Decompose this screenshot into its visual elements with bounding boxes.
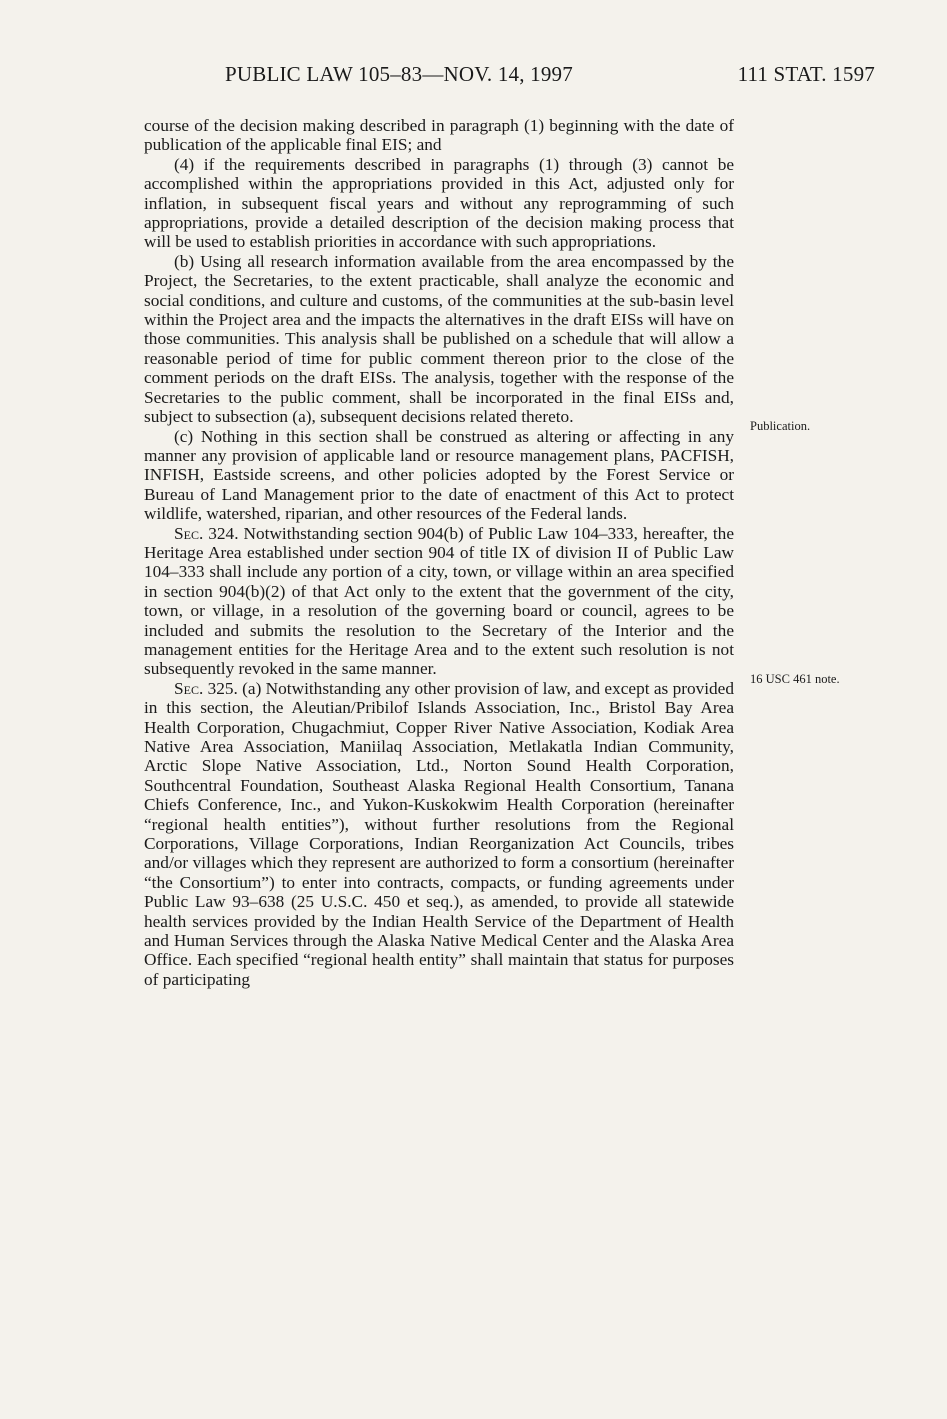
margin-note-usc: 16 USC 461 note. [750, 672, 840, 686]
paragraph-c: (c) Nothing in this section shall be construed as altering or affecting in any manner any provision of applicable land or resource management plans, PACFISH, INFISH, Eastside screens, and other policies adopted by the Forest Service or Bureau of Land Management prior to the date of enactment of this Act to protect wildlife, watershed, riparian, and other resources of the Federal lands. [144, 426, 734, 524]
section-324-label: Sec. 324. [174, 523, 239, 543]
header-law-title: PUBLIC LAW 105–83—NOV. 14, 1997 [225, 62, 573, 86]
paragraph-continuation: course of the decision making described in paragraph (1) beginning with the date of publication of the applicable final EIS; and [144, 116, 734, 155]
margin-note-publication: Publication. [750, 419, 811, 433]
section-324-text: Notwithstanding section 904(b) of Public Law 104–333, hereafter, the Heritage Area established under section 904 of title IX of division II of Public Law 104–333 shall include any portion of a city, town, or village within an area specified in section 904(b)(2) of that Act only to the extent that the government of the city, town, or village, in a resolution of the governing board or council, agrees to be included and submits the resolution to the Secretary of the Interior and the management entities for the Heritage Area and to the extent such resolution is not subsequently revoked in the same manner. [144, 523, 734, 679]
page-body [144, 116, 734, 989]
paragraph-b: (b) Using all research information available from the area encompassed by the Project, the Secretaries, to the extent practicable, shall analyze the economic and social conditions, and culture and customs, of the communities at the sub-basin level within the Project area and the impacts the alternatives in the draft EISs will have on those communities. This analysis shall be published on a schedule that will allow a reasonable period of time for public comment thereon prior to the close of the comment periods on the draft EISs. The analysis, together with the response of the Secretaries to the public comment, shall be incorporated in the final EISs and, subject to subsection (a), subsequent decisions related thereto. [144, 251, 734, 427]
running-header [225, 62, 875, 90]
section-325 [144, 679, 734, 990]
section-325-text: (a) Notwithstanding any other provision of law, and except as provided in this section, the Aleutian/Pribilof Islands Association, Inc., Bristol Bay Area Health Corporation, Chugachmiut, Copper River Native Association, Kodiak Area Native Area Association, Maniilaq Association, Metlakatla Indian Community, Arctic Slope Native Association, Ltd., Norton Sound Health Corporation, Southcentral Foundation, Southeast Alaska Regional Health Consortium, Tanana Chiefs Conference, Inc., and Yukon-Kuskokwim Health Corporation (hereinafter “regional health entities”), without further resolutions from the Regional Corporations, Village Corporations, Indian Reorganization Act Councils, tribes and/or villages which they represent are authorized to form a consortium (hereinafter “the Consortium”) to enter into contracts, compacts, or funding agreements under Public Law 93–638 (25 U.S.C. 450 et seq.), as amended, to provide all statewide health services provided by the Indian Health Service of the Department of Health and Human Services through the Alaska Native Medical Center and the Alaska Area Office. Each specified “regional health entity” shall maintain that status for purposes of participating [144, 678, 734, 989]
paragraph-4: (4) if the requirements described in paragraphs (1) through (3) cannot be accomplished within the appropriations provided in this Act, adjusted only for inflation, in subsequent fiscal years and without any reprogramming of such appropriations, provide a detailed description of the decision making process that will be used to establish priorities in accordance with such appropriations. [144, 154, 734, 252]
header-stat-page: 111 STAT. 1597 [737, 62, 875, 86]
section-324 [144, 524, 734, 679]
section-325-label: Sec. 325. [174, 678, 238, 698]
